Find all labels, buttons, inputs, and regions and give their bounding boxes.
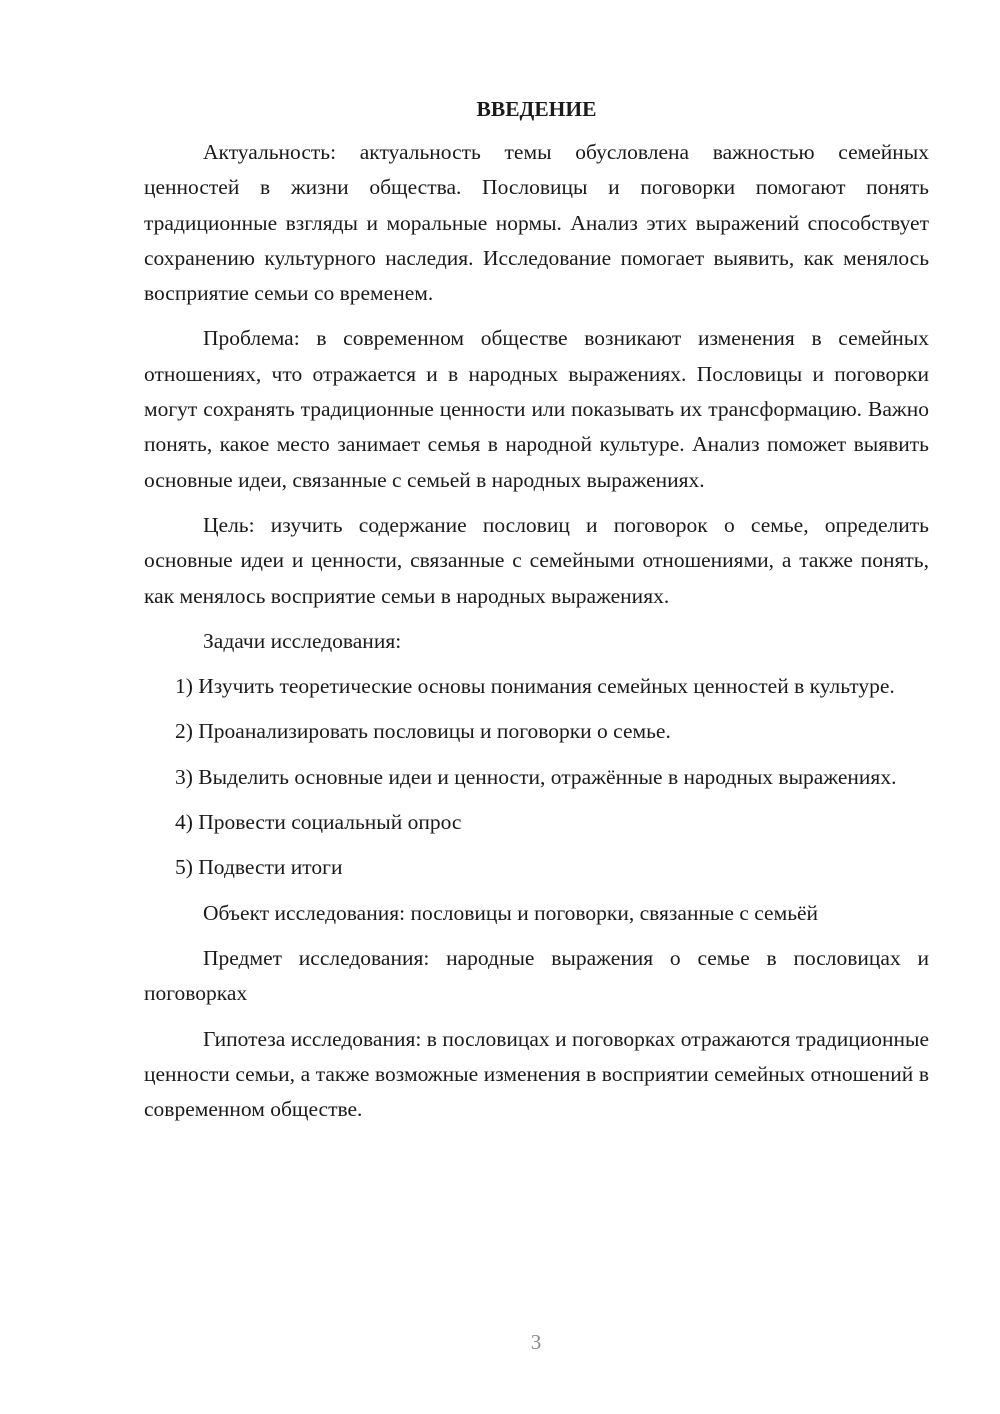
object-paragraph: Объект исследования: пословицы и поговорки, связанные с семьёй <box>203 900 819 925</box>
task-item: 4) Провести социальный опрос <box>175 810 462 835</box>
hypothesis-paragraph: Гипотеза исследования: в пословицах и поговорках отражаются традиционные ценности семьи, а также возможные изменения в восприятии семейных отношений в современном обществе. <box>144 1026 929 1122</box>
page-number: 3 <box>530 1330 542 1354</box>
page-title: ВВЕДЕНИЕ <box>476 97 597 121</box>
subject-paragraph: Предмет исследования: народные выражения о семье в пословицах и поговорках <box>144 945 929 1006</box>
goal-paragraph: Цель: изучить содержание пословиц и поговорок о семье, определить основные идеи и ценности, связанные с семейными отношениями, а также понять, как менялось восприятие семьи в народных выражениях. <box>144 512 929 608</box>
page-content <box>144 92 929 1127</box>
task-item: 1) Изучить теоретические основы понимания семейных ценностей в культуре. <box>175 674 895 699</box>
tasks-heading: Задачи исследования: <box>203 628 402 653</box>
problem-paragraph: Проблема: в современном обществе возникают изменения в семейных отношениях, что отражается и в народных выражениях. Пословицы и поговорки могут сохранять традиционные ценности или показывать их трансформацию. Важно понять, какое место занимает семья в народной культуре. Анализ поможет выявить основные идеи, связанные с семьей в народных выражениях. <box>144 326 929 492</box>
task-item: 5) Подвести итоги <box>175 855 343 880</box>
task-item: 3) Выделить основные идеи и ценности, отражённые в народных выражениях. <box>175 764 897 789</box>
task-item: 2) Проанализировать пословицы и поговорки о семье. <box>175 719 671 744</box>
relevance-paragraph: Актуальность: актуальность темы обусловлена важностью семейных ценностей в жизни общества. Пословицы и поговорки помогают понять традиционные взгляды и моральные нормы. Анализ этих выражений способствует сохранению культурного наследия. Исследование помогает выявить, как менялось восприятие семьи со временем. <box>144 140 929 306</box>
